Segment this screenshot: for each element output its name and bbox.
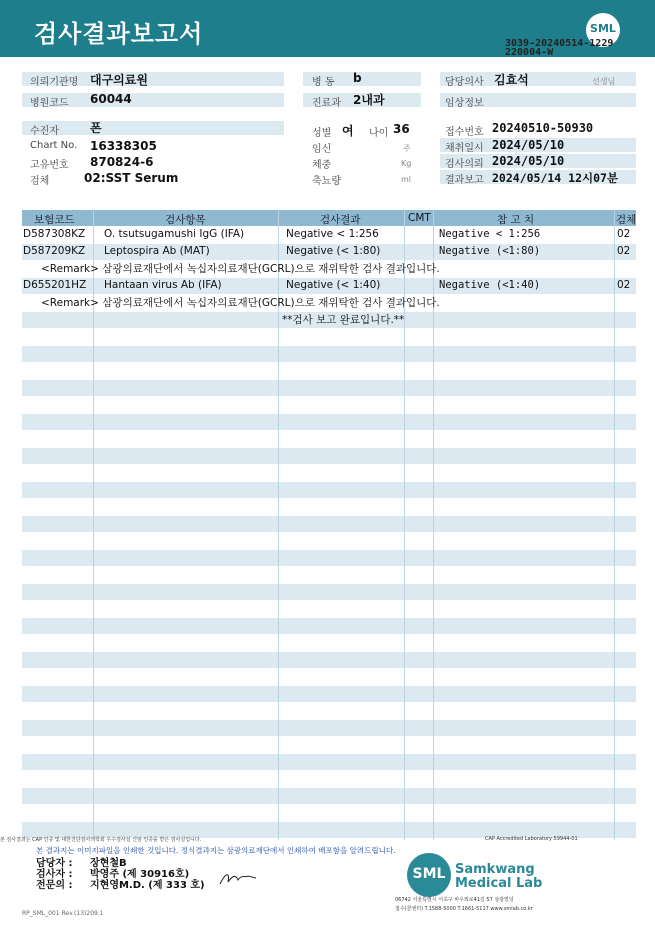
remark-line: <Remark> 삼광의료재단에서 녹십자의료재단(GCRL)으로 재위탁한 검사 결과입니다. <box>41 297 440 309</box>
urine-unit: ml <box>401 175 412 184</box>
document-number: 3039-20240514-1229 <box>505 38 614 49</box>
report-date-value: 2024/05/14 12시07분 <box>492 171 619 185</box>
column-divider <box>614 210 615 840</box>
specialist-name: 지현영M.D. (제 333 호) <box>90 880 205 891</box>
patient-label: 수진자 <box>30 126 59 137</box>
pregnancy-label: 임신 <box>312 144 332 155</box>
hospital-code-label: 병원코드 <box>30 98 69 109</box>
table-row-stripe <box>22 652 636 668</box>
col-header-cmt: CMT <box>408 212 431 224</box>
table-row-reference: Negative < 1:256 <box>439 228 541 240</box>
patient-value: 폰 <box>90 121 102 135</box>
doctor-value: 김효석 <box>494 73 529 87</box>
patient-row <box>22 121 284 135</box>
tester-label: 검사자 : <box>36 869 73 880</box>
sml-logo-icon: SML <box>586 13 620 47</box>
age-label: 나이 <box>369 128 389 139</box>
col-header-reference: 참 고 치 <box>497 214 535 226</box>
table-row-stripe <box>22 380 636 396</box>
table-row-result: Negative (< 1:80) <box>286 245 381 257</box>
request-org-value: 대구의료원 <box>90 73 148 87</box>
doctor-suffix: 선생님 <box>592 77 616 86</box>
table-row-code: D587308KZ <box>23 228 86 240</box>
urine-label: 축뇨량 <box>312 176 341 187</box>
brand-name-line1: Samkwang <box>455 862 535 877</box>
table-row-specimen: 02 <box>617 228 631 240</box>
id-label: 고유번호 <box>30 160 69 171</box>
request-date-label: 검사의뢰 <box>445 159 484 170</box>
table-row-item: Hantaan virus Ab (IFA) <box>104 279 222 291</box>
handler-name: 장현철B <box>90 858 127 869</box>
chart-no-value: 16338305 <box>90 139 157 153</box>
remark-line: <Remark> 삼광의료재단에서 녹십자의료재단(GCRL)으로 재위탁한 검사 결과입니다. <box>41 263 440 275</box>
specimen-label: 검체 <box>30 176 50 187</box>
clinical-label: 임상정보 <box>445 98 484 109</box>
request-date-value: 2024/05/10 <box>492 154 565 168</box>
age-value: 36 <box>393 122 410 136</box>
chart-no-label: Chart No. <box>30 140 78 151</box>
hospital-code-value: 60044 <box>90 92 132 106</box>
table-row-reference: Negative (<1:80) <box>439 245 541 257</box>
ward-label: 병 동 <box>312 77 335 88</box>
table-row-result: Negative < 1:256 <box>286 228 379 240</box>
table-row-code: D587209KZ <box>23 245 86 257</box>
table-row-code: D655201HZ <box>23 279 87 291</box>
report-date-label: 결과보고 <box>445 175 484 186</box>
completion-note: **검사 보고 완료입니다.** <box>282 314 405 326</box>
receipt-no-value: 20240510-50930 <box>492 121 594 135</box>
certification-note: 본 검사결과는 CAP 인증 및 대한진단검사의학회 우수검사실 신임 인증을 받은 검사실입니다. <box>0 837 202 843</box>
col-header-specimen: 검체 <box>616 214 637 226</box>
sex-value: 여 <box>342 124 354 138</box>
table-row-stripe <box>22 618 636 634</box>
sml-brand-logo-icon: SML <box>407 853 451 897</box>
page-title: 검사결과보고서 <box>34 20 204 48</box>
table-row-stripe <box>22 788 636 804</box>
table-row-stripe <box>22 414 636 430</box>
table-row-stripe <box>22 482 636 498</box>
signature-icon <box>218 868 258 888</box>
request-org-label: 의뢰기관명 <box>30 77 79 88</box>
receipt-no-label: 접수번호 <box>445 127 484 138</box>
table-row-stripe <box>22 346 636 362</box>
dept-value: 2내과 <box>353 93 385 107</box>
table-row-reference: Negative (<1:40) <box>439 279 541 291</box>
col-header-result: 검사결과 <box>320 214 361 226</box>
collect-date-value: 2024/05/10 <box>492 138 565 152</box>
table-row-stripe <box>22 550 636 566</box>
specialist-label: 전문의 : <box>36 880 73 891</box>
table-row-stripe <box>22 720 636 736</box>
table-row-stripe <box>22 686 636 702</box>
table-row-item: O. tsutsugamushi IgG (IFA) <box>104 228 245 240</box>
id-value: 870824-6 <box>90 155 154 169</box>
specimen-value: 02:SST Serum <box>84 171 179 185</box>
brand-name-line2: Medical Lab <box>455 876 543 891</box>
table-row-stripe <box>22 754 636 770</box>
tester-name: 박영주 (제 30916호) <box>90 869 190 880</box>
table-row-specimen: 02 <box>617 279 631 291</box>
doctor-label: 담당의사 <box>445 77 484 88</box>
weight-unit: Kg <box>401 159 412 168</box>
print-notice: 본 결과지는 이미지파일을 인쇄한 것입니다. 정식결과지는 삼광의료재단에서 인쇄하여 배포함을 알려드립니다. <box>36 846 396 855</box>
table-row-stripe <box>22 584 636 600</box>
sex-label: 성별 <box>312 128 332 139</box>
pregnancy-unit: 주 <box>403 144 411 153</box>
lab-phone: 접수(콜센터) T.1588-5000 T.1661-5117 www.smlab.co.kr <box>395 906 533 912</box>
form-number: RP_SML_001 Rev.(13)209.1 <box>22 910 104 917</box>
table-row-stripe <box>22 448 636 464</box>
document-number-suffix: 220004-W <box>505 47 554 58</box>
table-row-result: Negative (< 1:40) <box>286 279 381 291</box>
col-header-code: 보험코드 <box>34 214 75 226</box>
dept-label: 진료과 <box>312 98 341 109</box>
table-row-item: Leptospira Ab (MAT) <box>104 245 210 257</box>
weight-label: 체중 <box>312 160 332 171</box>
cap-accreditation: CAP Accredited Laboratory 59944-01 <box>485 836 578 842</box>
collect-date-label: 채취일시 <box>445 143 484 154</box>
table-row-specimen: 02 <box>617 245 631 257</box>
ward-value: b <box>353 71 362 85</box>
table-row-stripe <box>22 516 636 532</box>
col-header-item: 검사항목 <box>165 214 206 226</box>
handler-label: 담당자 : <box>36 858 73 869</box>
lab-address: 06742 서울특별시 서초구 바우뫼로41길 57 삼광빌딩 <box>395 897 514 903</box>
